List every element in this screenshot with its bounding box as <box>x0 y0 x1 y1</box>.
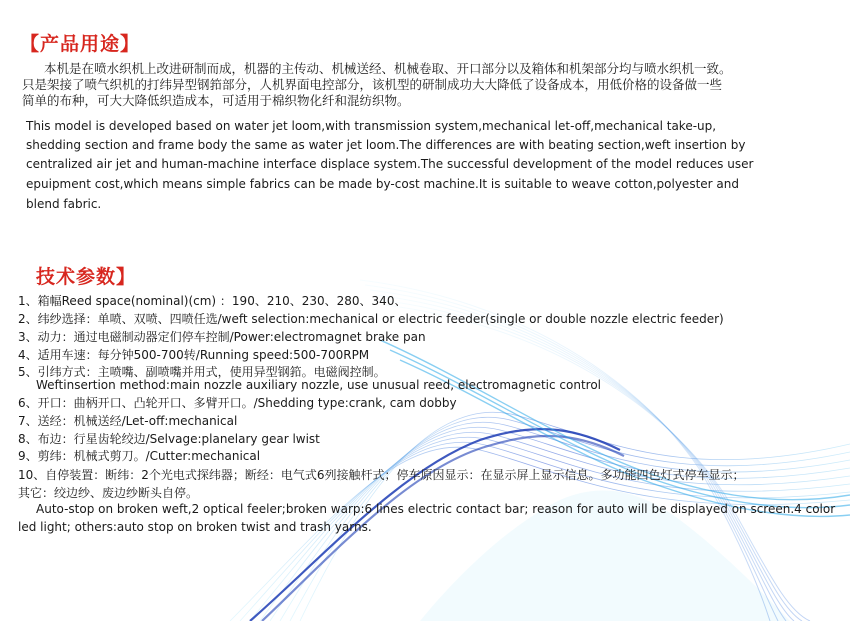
usage-zh-line-1: 本机是在喷水织机上改进研制而成，机器的主传动、机械送经、机械卷取、开口部分以及箱体和机架部分均与喷水织机一致。 <box>44 61 732 76</box>
spec-line-5-en: Weftinsertion method:main nozzle auxiliary nozzle, use unusual reed, electromagnetic control <box>36 378 602 392</box>
spec-line-6: 6、开口：曲柄开口、凸轮开口、多臂开口。/Shedding type:crank, cam dobby <box>18 396 457 410</box>
spec-line-4: 4、适用车速：每分钟500-700转/Running speed:500-700RPM <box>18 348 370 362</box>
usage-en-line-3: centralized air jet and human-machine interface displace system.The successful development of the model reduces user <box>26 157 754 171</box>
tech-specs-heading: 技术参数】 <box>36 266 137 288</box>
usage-en-line-1: This model is developed based on water jet loom,with transmission system,mechanical let-off,mechanical take-up, <box>26 119 717 133</box>
usage-en-line-5: blend fabric. <box>26 197 102 211</box>
spec-line-5: 5、引纬方式：主喷嘴、副喷嘴并用式，使用异型钢筘。电磁阀控制。 <box>18 365 386 379</box>
usage-en-line-4: epuipment cost,which means simple fabrics can be made by-cost machine.It is suitable to weave cotton,polyester and <box>26 177 739 191</box>
usage-zh-line-3: 简单的布种，可大大降低织造成本，可适用于棉织物化纤和混纺织物。 <box>22 93 410 108</box>
spec-line-2: 2、纬纱选择：单喷、双喷、四喷任选/weft selection:mechanical or electric feeder(single or double nozzle electric feeder) <box>18 312 724 326</box>
spec-line-3: 3、动力：通过电磁制动器定们停车控制/Power:electromagnet brake pan <box>18 330 426 344</box>
spec-line-9: 9、剪纬：机械式剪刀。/Cutter:mechanical <box>18 449 261 463</box>
spec-line-10: 10、自停装置：断纬：2个光电式探纬器；断经：电气式6列接触杆式；停车原因显示：在显示屏上显示信息。多功能四色灯式停车显示； <box>18 468 745 482</box>
spec-line-1: 1、箱幅Reed space(nominal)(cm) ：190、210、230、280、340、 <box>18 294 407 308</box>
spec-line-10-en-cont: led light; others:auto stop on broken twist and trash yarns. <box>18 520 372 534</box>
usage-en-line-2: shedding section and frame body the same as water jet loom.The differences are with beating section,weft insertion by <box>26 138 746 152</box>
spec-line-10-cont: 其它：绞边纱、废边纱断头自停。 <box>18 486 199 500</box>
spec-line-10-en: Auto-stop on broken weft,2 optical feeler;broken warp:6 lines electric contact bar; reason for auto will be displayed on screen.4 color <box>36 502 836 516</box>
spec-line-7: 7、送经：机械送经/Let-off:mechanical <box>18 414 238 428</box>
product-usage-heading: 【产品用途】 <box>20 33 141 55</box>
spec-line-8: 8、布边：行星齿轮绞边/Selvage:planelary gear lwist <box>18 432 320 446</box>
usage-zh-line-2: 只是架接了喷气织机的打纬异型钢筘部分，人机界面电控部分，该机型的研制成功大大降低了设备成本，用低价格的设备做一些 <box>22 77 723 92</box>
